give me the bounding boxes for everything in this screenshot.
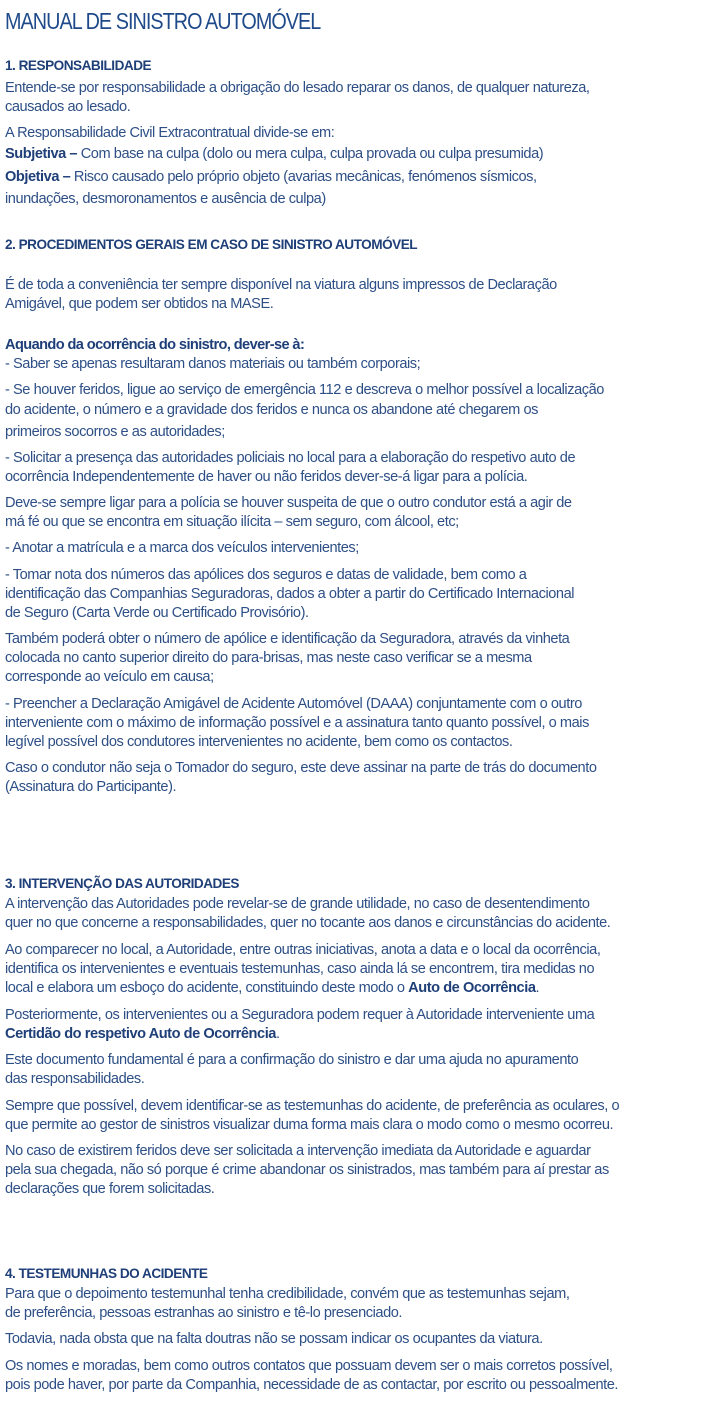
paragraph-line: Todavia, nada obsta que na falta doutras não se possam indicar os ocupantes da viatura.: [5, 1331, 543, 1347]
auto-ocorrencia-line: [5, 979, 539, 997]
paragraph-line: pois pode haver, por parte da Companhia, necessidade de as contactar, por escrito ou pessoalmente.: [5, 1377, 619, 1393]
objetiva-label: Objetiva –: [5, 169, 71, 185]
paragraph-line: Também poderá obter o número de apólice e identificação da Seguradora, através da vinheta: [5, 631, 570, 647]
paragraph-line: Amigável, que podem ser obtidos na MASE.: [5, 296, 274, 312]
paragraph-line: legível possível dos condutores intervenientes no acidente, bem como os contactos.: [5, 734, 513, 750]
paragraph-line: causados ao lesado.: [5, 99, 131, 115]
paragraph-line: Para que o depoimento testemunhal tenha credibilidade, convém que as testemunhas sejam,: [5, 1286, 570, 1302]
objetiva-line: [5, 168, 537, 186]
paragraph-line: (Assinatura do Participante).: [5, 779, 177, 795]
certidao-line: [5, 1025, 280, 1043]
paragraph-line: Sempre que possível, devem identificar-se as testemunhas do acidente, de preferência as oculares, o: [5, 1098, 620, 1114]
paragraph-line: identificação das Companhias Seguradoras, dados a obter a partir do Certificado Internacional: [5, 586, 575, 602]
paragraph-line: inundações, desmoronamentos e ausência de culpa): [5, 191, 326, 207]
section-heading-responsabilidade: 1. RESPONSABILIDADE: [5, 58, 152, 73]
paragraph-line: corresponde ao veículo em causa;: [5, 669, 214, 685]
subjetiva-text: Com base na culpa (dolo ou mera culpa, culpa provada ou culpa presumida): [77, 146, 544, 162]
paragraph-line: colocada no canto superior direito do para-brisas, mas neste caso verificar se a mesma: [5, 650, 532, 666]
certidao-line-end: .: [275, 1026, 280, 1042]
paragraph-line: Deve-se sempre ligar para a polícia se houver suspeita de que o outro condutor está a agir de: [5, 495, 572, 511]
paragraph-line: Este documento fundamental é para a confirmação do sinistro e dar uma ajuda no apuramento: [5, 1052, 579, 1068]
auto-de-ocorrencia-term: Auto de Ocorrência: [408, 980, 536, 996]
paragraph-line: de preferência, pessoas estranhas ao sinistro e tê-lo presenciado.: [5, 1305, 403, 1321]
paragraph-line: No caso de existirem feridos deve ser solicitada a intervenção imediata da Autoridade e aguardar: [5, 1143, 591, 1159]
paragraph-line: Posteriormente, os intervenientes ou a Seguradora podem requer à Autoridade interveniente uma: [5, 1007, 595, 1023]
paragraph-line: Os nomes e moradas, bem como outros contatos que possuam devem ser o mais corretos possível,: [5, 1358, 613, 1374]
section-heading-autoridades: 3. INTERVENÇÃO DAS AUTORIDADES: [5, 876, 240, 891]
paragraph-line: ocorrência Independentemente de haver ou não feridos dever-se-á ligar para a polícia.: [5, 469, 528, 485]
paragraph-line: declarações que forem solicitadas.: [5, 1181, 215, 1197]
list-item: - Se houver feridos, ligue ao serviço de emergência 112 e descreva o melhor possível a localização: [5, 382, 604, 398]
auto-line-text: local e elabora um esboço do acidente, constituindo deste modo o: [5, 980, 409, 996]
list-item: - Saber se apenas resultaram danos materiais ou também corporais;: [5, 356, 421, 372]
paragraph-line: quer no que concerne a responsabilidades, quer no tocante aos danos e circunstâncias do acidente.: [5, 915, 611, 931]
certidao-term: Certidão do respetivo Auto de Ocorrência: [5, 1026, 276, 1042]
paragraph-line: má fé ou que se encontra em situação ilícita – sem seguro, com álcool, etc;: [5, 514, 459, 530]
objetiva-text: Risco causado pelo próprio objeto (avarias mecânicas, fenómenos sísmicos,: [70, 169, 537, 185]
paragraph-line: identifica os intervenientes e eventuais testemunhas, caso ainda lá se encontrem, tira medidas no: [5, 961, 595, 977]
list-item: - Anotar a matrícula e a marca dos veículos intervenientes;: [5, 540, 359, 556]
list-item: - Solicitar a presença das autoridades policiais no local para a elaboração do respetivo auto de: [5, 450, 576, 466]
paragraph-line: A intervenção das Autoridades pode revelar-se de grande utilidade, no caso de desentendimento: [5, 896, 590, 912]
auto-line-end: .: [535, 980, 540, 996]
section-heading-testemunhas: 4. TESTEMUNHAS DO ACIDENTE: [5, 1266, 208, 1281]
paragraph-line: Ao comparecer no local, a Autoridade, entre outras iniciativas, anota a data e o local da ocorrência,: [5, 942, 601, 958]
paragraph-line: Caso o condutor não seja o Tomador do seguro, este deve assinar na parte de trás do documento: [5, 760, 597, 776]
paragraph-line: A Responsabilidade Civil Extracontratual divide-se em:: [5, 125, 335, 141]
paragraph-line: pela sua chegada, não só porque é crime abandonar os sinistrados, mas também para aí prestar as: [5, 1162, 609, 1178]
subjetiva-line: [5, 145, 543, 163]
paragraph-line: de Seguro (Carta Verde ou Certificado Provisório).: [5, 605, 309, 621]
paragraph-line: primeiros socorros e as autoridades;: [5, 424, 225, 440]
list-item: - Preencher a Declaração Amigável de Acidente Automóvel (DAAA) conjuntamente com o outro: [5, 696, 582, 712]
section-heading-procedimentos: 2. PROCEDIMENTOS GERAIS EM CASO DE SINISTRO AUTOMÓVEL: [5, 237, 418, 252]
paragraph-line: É de toda a conveniência ter sempre disponível na viatura alguns impressos de Declaração: [5, 277, 557, 293]
paragraph-line: das responsabilidades.: [5, 1071, 145, 1087]
paragraph-line: que permite ao gestor de sinistros visualizar duma forma mais clara o modo como o mesmo ocorreu.: [5, 1117, 614, 1133]
page-title: MANUAL DE SINISTRO AUTOMÓVEL: [5, 8, 321, 34]
list-item: - Tomar nota dos números das apólices dos seguros e datas de validade, bem como a: [5, 567, 527, 583]
paragraph-line: do acidente, o número e a gravidade dos feridos e nunca os abandone até chegarem os: [5, 402, 539, 418]
paragraph-line: interveniente com o máximo de informação possível e a assinatura tanto quanto possível, o mais: [5, 715, 589, 731]
subjetiva-label: Subjetiva –: [5, 146, 78, 162]
procedures-subheading: Aquando da ocorrência do sinistro, dever-se à:: [5, 337, 305, 353]
paragraph-line: Entende-se por responsabilidade a obrigação do lesado reparar os danos, de qualquer natureza,: [5, 80, 590, 96]
